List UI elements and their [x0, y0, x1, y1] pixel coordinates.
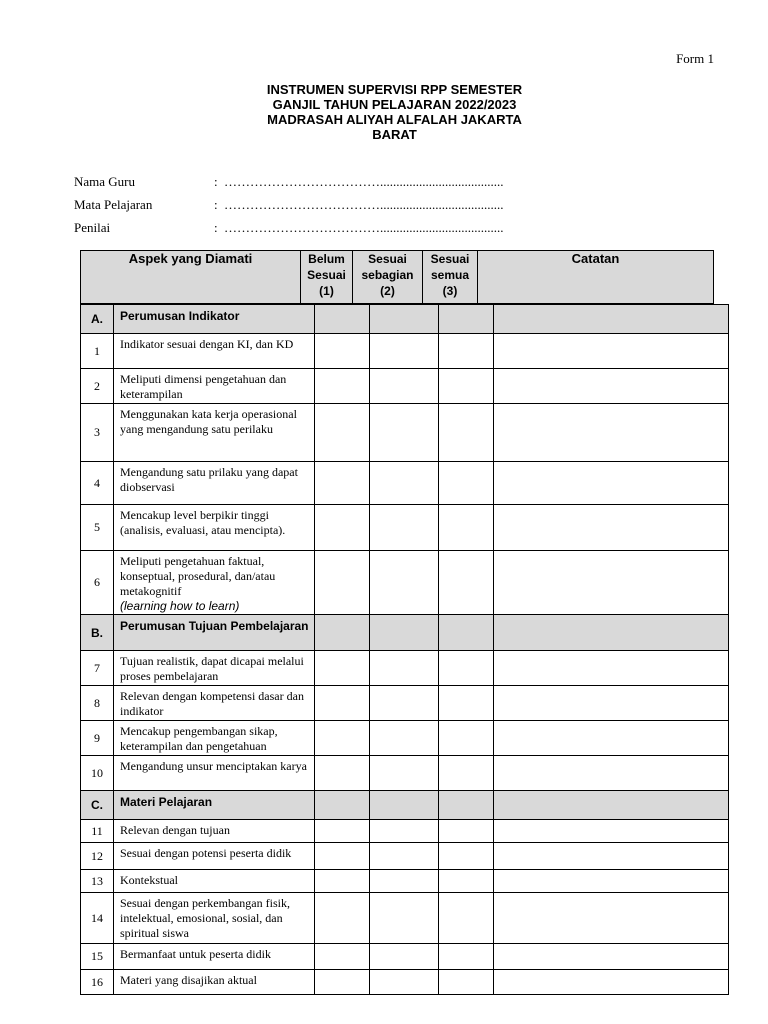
score-sesuai-semua-cell[interactable] [439, 944, 494, 970]
header-line: sebagian [361, 268, 414, 282]
aspect-text [114, 893, 315, 944]
header-line: (3) [442, 284, 458, 298]
aspect-text [114, 404, 315, 462]
score-belum-sesuai-cell[interactable] [315, 505, 370, 551]
field-value-line[interactable]: ………………………………...................................... [224, 220, 504, 235]
field-colon: : [214, 174, 218, 189]
table-row [81, 721, 729, 756]
score-sesuai-sebagian-cell[interactable] [370, 505, 439, 551]
section-title [114, 615, 315, 651]
aspect-text [114, 651, 315, 686]
catatan-cell[interactable] [494, 721, 729, 756]
catatan-cell[interactable] [494, 404, 729, 462]
header-line: (2) [380, 284, 395, 298]
catatan-cell[interactable] [494, 843, 729, 870]
table-row [81, 551, 729, 615]
row-number: 8 [81, 686, 114, 721]
score-sesuai-semua-cell[interactable] [439, 462, 494, 505]
aspect-text [114, 756, 315, 791]
field-colon: : [214, 197, 218, 212]
row-number: C. [81, 791, 114, 820]
score-sesuai-semua-cell[interactable] [439, 369, 494, 404]
score-sesuai-semua-cell[interactable] [439, 843, 494, 870]
table-row [81, 686, 729, 721]
table-row [81, 870, 729, 893]
catatan-cell[interactable] [494, 462, 729, 505]
header-line: Sesuai [430, 252, 470, 266]
score-belum-sesuai-cell[interactable] [315, 404, 370, 462]
score-belum-sesuai-cell [315, 791, 370, 820]
catatan-cell[interactable] [494, 551, 729, 615]
table-row [81, 404, 729, 462]
row-number: 11 [81, 820, 114, 843]
table-row [81, 820, 729, 843]
header-sesuai-sebagian [353, 251, 423, 304]
score-belum-sesuai-cell[interactable] [315, 686, 370, 721]
score-sesuai-semua-cell[interactable] [439, 651, 494, 686]
score-belum-sesuai-cell[interactable] [315, 843, 370, 870]
table-row [81, 369, 729, 404]
catatan-cell [494, 305, 729, 334]
aspect-text [114, 686, 315, 721]
aspect-text [114, 944, 315, 970]
field-label: Nama Guru [74, 174, 136, 189]
score-belum-sesuai-cell[interactable] [315, 820, 370, 843]
header-aspek: Aspek yang Diamati [81, 251, 301, 304]
table-row [81, 756, 729, 791]
table-row [81, 462, 729, 505]
table-row [81, 970, 729, 995]
score-sesuai-sebagian-cell[interactable] [370, 893, 439, 944]
score-sesuai-semua-cell [439, 791, 494, 820]
score-sesuai-sebagian-cell[interactable] [370, 369, 439, 404]
aspect-label: Mengandung satu prilaku yang dapat diobservasi [120, 465, 298, 494]
aspect-text [114, 334, 315, 369]
row-number: 1 [81, 334, 114, 369]
score-sesuai-sebagian-cell[interactable] [370, 944, 439, 970]
score-sesuai-semua-cell[interactable] [439, 820, 494, 843]
score-sesuai-semua-cell[interactable] [439, 505, 494, 551]
header-line: Sesuai [307, 268, 346, 282]
score-sesuai-semua-cell[interactable] [439, 686, 494, 721]
aspect-label: Menggunakan kata kerja operasional yang mengandung satu perilaku [120, 407, 297, 436]
aspect-label: Perumusan Indikator [120, 309, 240, 323]
table-row [81, 843, 729, 870]
aspect-label: Meliputi dimensi pengetahuan dan keterampilan [120, 372, 287, 401]
row-number: B. [81, 615, 114, 651]
row-number: 13 [81, 870, 114, 893]
score-sesuai-sebagian-cell [370, 305, 439, 334]
score-belum-sesuai-cell[interactable] [315, 721, 370, 756]
aspect-label: Mencakup pengembangan sikap, keterampilan dan pengetahuan [120, 724, 278, 753]
score-belum-sesuai-cell[interactable] [315, 756, 370, 791]
score-belum-sesuai-cell[interactable] [315, 551, 370, 615]
header-line: Sesuai [368, 252, 407, 266]
score-sesuai-semua-cell[interactable] [439, 870, 494, 893]
row-number: 7 [81, 651, 114, 686]
score-sesuai-sebagian-cell[interactable] [370, 843, 439, 870]
row-number: 6 [81, 551, 114, 615]
aspect-text [114, 820, 315, 843]
row-number: 3 [81, 404, 114, 462]
catatan-cell[interactable] [494, 893, 729, 944]
catatan-cell[interactable] [494, 651, 729, 686]
row-number: 9 [81, 721, 114, 756]
aspect-text [114, 505, 315, 551]
row-number: A. [81, 305, 114, 334]
catatan-cell[interactable] [494, 686, 729, 721]
score-sesuai-semua-cell[interactable] [439, 893, 494, 944]
aspect-label: Materi Pelajaran [120, 795, 213, 809]
header-line: semua [430, 268, 470, 282]
score-belum-sesuai-cell[interactable] [315, 462, 370, 505]
row-number: 4 [81, 462, 114, 505]
score-sesuai-semua-cell[interactable] [439, 721, 494, 756]
row-number: 5 [81, 505, 114, 551]
catatan-cell[interactable] [494, 334, 729, 369]
score-sesuai-semua-cell [439, 615, 494, 651]
aspect-text [114, 843, 315, 870]
title-line: MADRASAH ALIYAH ALFALAH JAKARTA [267, 112, 522, 127]
catatan-cell[interactable] [494, 505, 729, 551]
title-line: BARAT [372, 127, 417, 142]
section-title [114, 305, 315, 334]
catatan-cell[interactable] [494, 369, 729, 404]
aspect-text [114, 970, 315, 995]
score-sesuai-sebagian-cell[interactable] [370, 651, 439, 686]
score-sesuai-sebagian-cell[interactable] [370, 334, 439, 369]
header-catatan: Catatan [478, 251, 714, 304]
aspect-label: Sesuai dengan perkembangan fisik, intelektual, emosional, sosial, dan spiritual siswa [120, 896, 290, 940]
table-row [81, 944, 729, 970]
score-sesuai-sebagian-cell[interactable] [370, 686, 439, 721]
field-label: Mata Pelajaran [74, 197, 153, 212]
form-number-label: Form 1 [676, 51, 714, 66]
aspect-label: Meliputi pengetahuan faktual, konseptual, prosedural, dan/atau metakognitif [120, 554, 276, 598]
section-row [81, 305, 729, 334]
aspect-label: Indikator sesuai dengan KI, dan KD [120, 337, 294, 351]
score-belum-sesuai-cell[interactable] [315, 893, 370, 944]
aspect-label: Tujuan realistik, dapat dicapai melalui proses pembelajaran [120, 654, 304, 683]
aspect-label: Materi yang disajikan aktual [120, 973, 257, 987]
score-sesuai-sebagian-cell[interactable] [370, 820, 439, 843]
header-line: Belum [308, 252, 345, 266]
catatan-cell[interactable] [494, 970, 729, 995]
row-number: 15 [81, 944, 114, 970]
catatan-cell[interactable] [494, 820, 729, 843]
score-sesuai-semua-cell [439, 305, 494, 334]
aspect-label: Relevan dengan tujuan [120, 823, 230, 837]
row-number: 2 [81, 369, 114, 404]
aspect-label: Mencakup level berpikir tinggi (analisis, evaluasi, atau mencipta). [120, 508, 286, 537]
table-row [81, 893, 729, 944]
score-sesuai-semua-cell[interactable] [439, 404, 494, 462]
score-belum-sesuai-cell[interactable] [315, 944, 370, 970]
row-number: 16 [81, 970, 114, 995]
row-number: 14 [81, 893, 114, 944]
document-title [222, 82, 567, 142]
catatan-cell [494, 615, 729, 651]
field-penilai [74, 220, 504, 236]
row-number: 12 [81, 843, 114, 870]
aspect-label: Perumusan Tujuan Pembelajaran [120, 619, 309, 633]
supervision-table [80, 304, 729, 995]
score-sesuai-sebagian-cell[interactable] [370, 462, 439, 505]
field-nama-guru [74, 174, 504, 190]
header-sesuai-semua [423, 251, 478, 304]
score-sesuai-semua-cell[interactable] [439, 970, 494, 995]
aspect-text [114, 870, 315, 893]
score-sesuai-semua-cell[interactable] [439, 551, 494, 615]
field-label: Penilai [74, 220, 111, 235]
header-belum-sesuai [301, 251, 353, 304]
score-sesuai-sebagian-cell[interactable] [370, 970, 439, 995]
score-sesuai-semua-cell[interactable] [439, 334, 494, 369]
aspect-text [114, 369, 315, 404]
title-line: INSTRUMEN SUPERVISI RPP SEMESTER [266, 82, 523, 97]
table-row [81, 505, 729, 551]
score-belum-sesuai-cell[interactable] [315, 870, 370, 893]
score-belum-sesuai-cell[interactable] [315, 651, 370, 686]
aspect-text [114, 462, 315, 505]
aspect-label: Bermanfaat untuk peserta didik [120, 947, 271, 961]
section-row [81, 791, 729, 820]
field-colon: : [214, 220, 218, 235]
field-value-line[interactable]: ………………………………...................................... [224, 174, 504, 189]
catatan-cell[interactable] [494, 756, 729, 791]
table-header [80, 250, 714, 304]
aspect-text [114, 551, 315, 615]
score-sesuai-sebagian-cell [370, 791, 439, 820]
table-row [81, 651, 729, 686]
field-mata-pelajaran [74, 197, 504, 213]
aspect-label: Mengandung unsur menciptakan karya [120, 759, 307, 773]
score-sesuai-sebagian-cell[interactable] [370, 756, 439, 791]
section-row [81, 615, 729, 651]
score-sesuai-sebagian-cell[interactable] [370, 551, 439, 615]
aspect-label: Kontekstual [120, 873, 178, 887]
score-belum-sesuai-cell[interactable] [315, 970, 370, 995]
table-row [81, 334, 729, 369]
score-belum-sesuai-cell[interactable] [315, 334, 370, 369]
aspect-label: Sesuai dengan potensi peserta didik [120, 846, 292, 860]
score-sesuai-sebagian-cell[interactable] [370, 870, 439, 893]
score-sesuai-semua-cell[interactable] [439, 756, 494, 791]
header-line: (1) [319, 284, 334, 298]
catatan-cell[interactable] [494, 944, 729, 970]
row-number: 10 [81, 756, 114, 791]
catatan-cell[interactable] [494, 870, 729, 893]
score-belum-sesuai-cell[interactable] [315, 369, 370, 404]
aspect-text [114, 721, 315, 756]
aspect-label: Relevan dengan kompetensi dasar dan indikator [120, 689, 304, 718]
catatan-cell [494, 791, 729, 820]
title-line: GANJIL TAHUN PELAJARAN 2022/2023 [272, 97, 517, 112]
score-belum-sesuai-cell [315, 615, 370, 651]
score-sesuai-sebagian-cell[interactable] [370, 404, 439, 462]
section-title [114, 791, 315, 820]
score-belum-sesuai-cell [315, 305, 370, 334]
aspect-italic-note: (learning how to learn) [120, 599, 240, 613]
field-value-line[interactable]: ………………………………...................................... [224, 197, 504, 212]
score-sesuai-sebagian-cell[interactable] [370, 721, 439, 756]
score-sesuai-sebagian-cell [370, 615, 439, 651]
